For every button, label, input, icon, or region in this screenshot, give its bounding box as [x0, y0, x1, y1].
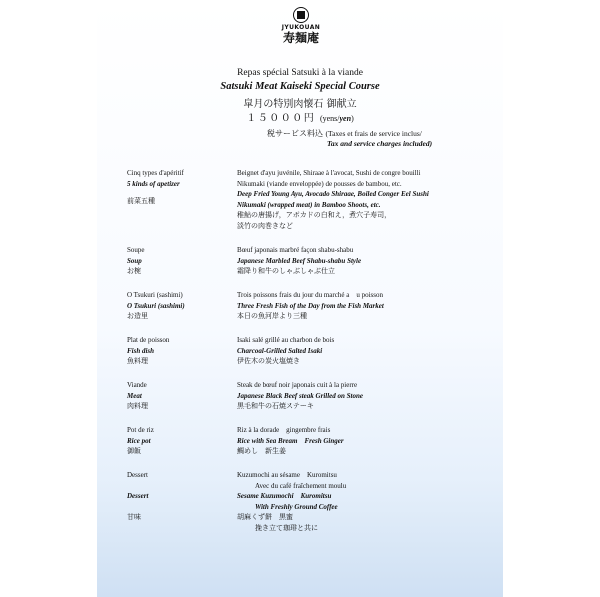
- course-label: Viande Meat 肉料理: [127, 381, 148, 410]
- restaurant-logo: [271, 7, 331, 45]
- tax-note-en: Tax and service charges included): [327, 139, 433, 148]
- course-label: O Tsukuri (sashimi) O Tsukuri (sashimi) お造里: [127, 291, 185, 320]
- price-value: １５０００円: [246, 113, 316, 124]
- course-label: Pot de riz Rice pot 御飯: [127, 426, 154, 455]
- course-description: Trois poissons frais du jour du marché a u poisson Three Fresh Fish of the Day from the Fish Market 本日の魚河岸より三種: [237, 291, 384, 320]
- tax-note: [267, 129, 432, 149]
- menu-price: [97, 109, 503, 124]
- course-label: Soupe Soup お椀: [127, 246, 145, 275]
- course-label: Cinq types d'apéritif 5 kinds of apetizer 前菜五種: [127, 169, 184, 205]
- course-label: Plat de poisson Fish dish 魚料理: [127, 336, 170, 365]
- menu-title-fr: Repas spécial Satsuki à la viande: [237, 68, 363, 78]
- menu-title-jp: 皐月の特別肉懐石 御献立: [243, 99, 357, 110]
- menu-page: [97, 0, 503, 597]
- tax-note-fr: (Taxes et frais de service inclus/: [325, 129, 422, 138]
- logo-name-jp: 寿麺庵: [282, 31, 319, 45]
- course-description: Steak de bœuf noir japonais cuit à la pierre Japanese Black Beef steak Grilled on Stone 黒毛和牛の石焼ステーキ: [237, 381, 363, 410]
- course-description: Isaki salé grillé au charbon de bois Charcoal-Grilled Salted Isaki 伊佐木の炭火塩焼き: [237, 336, 335, 365]
- course-description: Bœuf japonais marbré façon shabu-shabu Japanese Marbled Beef Shabu-shabu Style 霜降り和牛のしゃぶしゃぶ仕立: [237, 246, 362, 275]
- price-unit: (yens/yen): [319, 114, 354, 123]
- logo-name-en: JYUKOUAN: [281, 24, 321, 31]
- course-description: Kuzumochi au sésame Kuromitsu Avec du café fraîchement moulu Sesame Kuzumochi Kuromitsu With Freshly Ground Coffee 胡麻くず餅 黒蜜 挽き立て珈琲と共に: [237, 471, 347, 532]
- restaurant-emblem-icon: [293, 7, 309, 23]
- course-description: Beignet d'ayu juvénile, Shiraae à l'avocat, Sushi de congre bouilli Nikumaki (viande enveloppée) de pousses de bambou, etc. Deep Fried Young Ayu, Avocado Shiraae, Boiled Conger Eel Sushi Nikumaki (wrapped meat) in Bamboo Shoots, etc. 稚鮎の唐揚げ，アボカドの白和え，煮穴子寿司， 淡竹の肉巻きなど: [237, 169, 429, 230]
- menu-title-en: Satsuki Meat Kaiseki Special Course: [220, 81, 380, 92]
- course-label: Dessert Dessert 甘味: [127, 471, 149, 521]
- tax-note-jp: 税サービス料込: [267, 129, 323, 138]
- course-description: Riz à la dorade gingembre frais Rice with Sea Bream Fresh Ginger 鯛めし 新生姜: [237, 426, 344, 455]
